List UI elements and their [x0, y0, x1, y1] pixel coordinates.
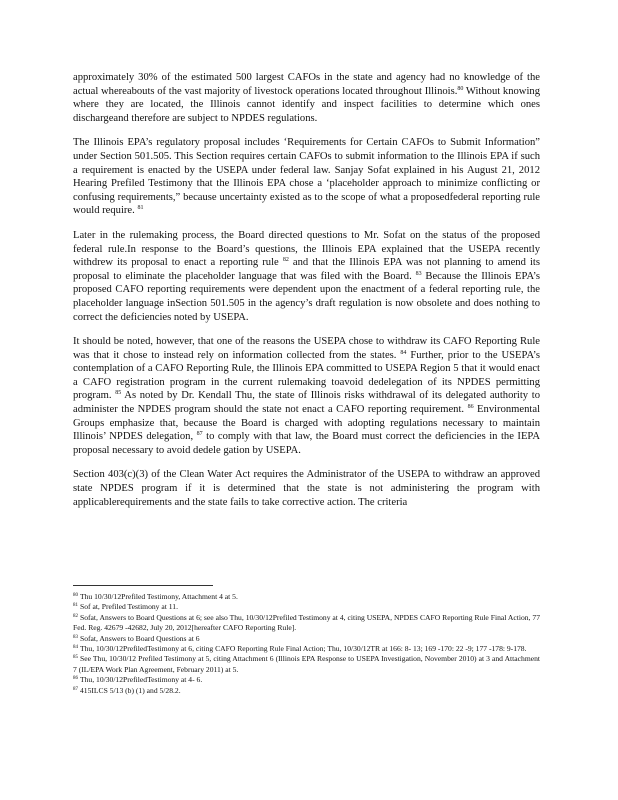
paragraph: Section 403(c)(3) of the Clean Water Act requires the Administrator of the USEPA to withdraw an approved state NPDES program if it is determined that the state is not administering the program with applicablerequirements and the state fails to take corrective action. The criteria — [73, 469, 540, 508]
footnote: $^{86}$ Thu, 10/30/12PrefiledTestimony at 4- 6. — [73, 675, 203, 685]
paragraph: The Illinois EPA’s regulatory proposal includes ‘Requirements for Certain CAFOs to Submit Information” under Section 501.505. This Section requires certain CAFOs to submit information to the Illinois EPA if such a requirement is enacted by the USEPA under federal law. Sanjay Sofat explained in his August 21, 2012 Hearing Prefiled Testimony that the Illinois EPA chose a ‘placeholder approach to minimize conflicting or confusing requirements,” because uncertainty existed as to the scope of what a proposedfederal reporting rule would require. $^{81}$ — [73, 137, 540, 217]
paragraph: Later in the rulemaking process, the Board directed questions to Mr. Sofat on the status of the proposed federal rule.In response to the Board’s questions, the Illinois EPA explained that the USEPA recently withdrew its proposal to enact a reporting rule $^{82}$ and that the Illinois EPA was not planning to amend its proposal to eliminate the placeholder language that was filed with the Board. $^{83}$ Because the Illinois EPA’s proposed CAFO reporting requirements were dependent upon the enactment of a federal reporting rule, the placeholder language inSection 501.505 in the agency’s draft regulation is now obsolete and does nothing to correct the deficiencies noted by USEPA. — [73, 229, 540, 323]
footnote-ref[interactable]: 82 — [282, 257, 289, 264]
footnote: $^{87}$ 415ILCS 5/13 (b) (1) and 5/28.2. — [73, 685, 181, 695]
body-text — [73, 71, 540, 520]
footnote-ref[interactable]: 81 — [137, 205, 144, 212]
footnote-ref[interactable]: 83 — [415, 270, 422, 277]
paragraph: approximately 30% of the estimated 500 largest CAFOs in the state and agency had no knowledge of the actual whereabouts of the vast majority of livestock operations located throughout Illinois.$^{80}$ Without knowing where they are located, the Illinois cannot identify and inspect facilities to determine which ones dischargeand therefore are subject to NPDES regulations. — [73, 72, 540, 124]
footnote: $^{83}$ Sofat, Answers to Board Questions at 6 — [73, 633, 200, 643]
footnotes — [73, 592, 540, 696]
footnote: $^{84}$ Thu, 10/30/12PrefiledTestimony at 6, citing CAFO Reporting Rule Final Action; Thu, 10/30/12TR at 166: 8- 13; 169 -170: 22 -9; 177 -178: 9-178. — [73, 644, 527, 654]
footnote: $^{81}$ Sof at, Prefiled Testimony at 11. — [73, 602, 178, 612]
footnote-ref[interactable]: 85 — [115, 390, 122, 397]
footnote: $^{85}$ See Thu, 10/30/12 Prefiled Testimony at 5, citing Attachment 6 (Illinois EPA Response to USEPA Investigation, November 2010) at 3 and Attachment 7 (IL/EPA Work Plan Agreement, February 2011) at 5. — [73, 654, 540, 674]
footnote-ref[interactable]: 86 — [467, 404, 474, 411]
paragraph: It should be noted, however, that one of the reasons the USEPA chose to withdraw its CAFO Reporting Rule was that it chose to instead rely on information collected from the states. $^{84}$ Further, prior to the USEPA’s contemplation of a CAFO Reporting Rule, the Illinois EPA committed to USEPA Region 5 that it would enact a CAFO registration program in the current rulemaking toavoid dedelegation of its NPDES permitting program. $^{85}$ As noted by Dr. Kendall Thu, the state of Illinois risks withdrawal of its delegated authority to administer the NPDES program should the state not enact a CAFO reporting requirement. $^{86}$ Environmental Groups emphasize that, because the Board is charged with adopting regulations necessary to maintain Illinois’ NPDES delegation, $^{87}$ to comply with that law, the Board must correct the deficiencies in the IEPA proposal necessary to avoid dedele gation by USEPA. — [73, 336, 541, 456]
footnote: $^{80}$ Thu 10/30/12Prefiled Testimony, Attachment 4 at 5. — [73, 592, 238, 601]
footnote-ref[interactable]: 87 — [196, 431, 203, 438]
footnote-ref[interactable]: 84 — [400, 349, 407, 356]
footnote-separator — [73, 585, 213, 586]
footnote-ref[interactable]: 80 — [457, 85, 464, 92]
footnote: $^{82}$ Sofat, Answers to Board Questions at 6; see also Thu, 10/30/12Prefiled Testimony at 4, citing USEPA, NPDES CAFO Reporting Rule Final Action, 77 Fed. Reg. 42679 -42682, July 20, 2012[hereafter CAFO Reporting Rule]. — [73, 612, 540, 633]
